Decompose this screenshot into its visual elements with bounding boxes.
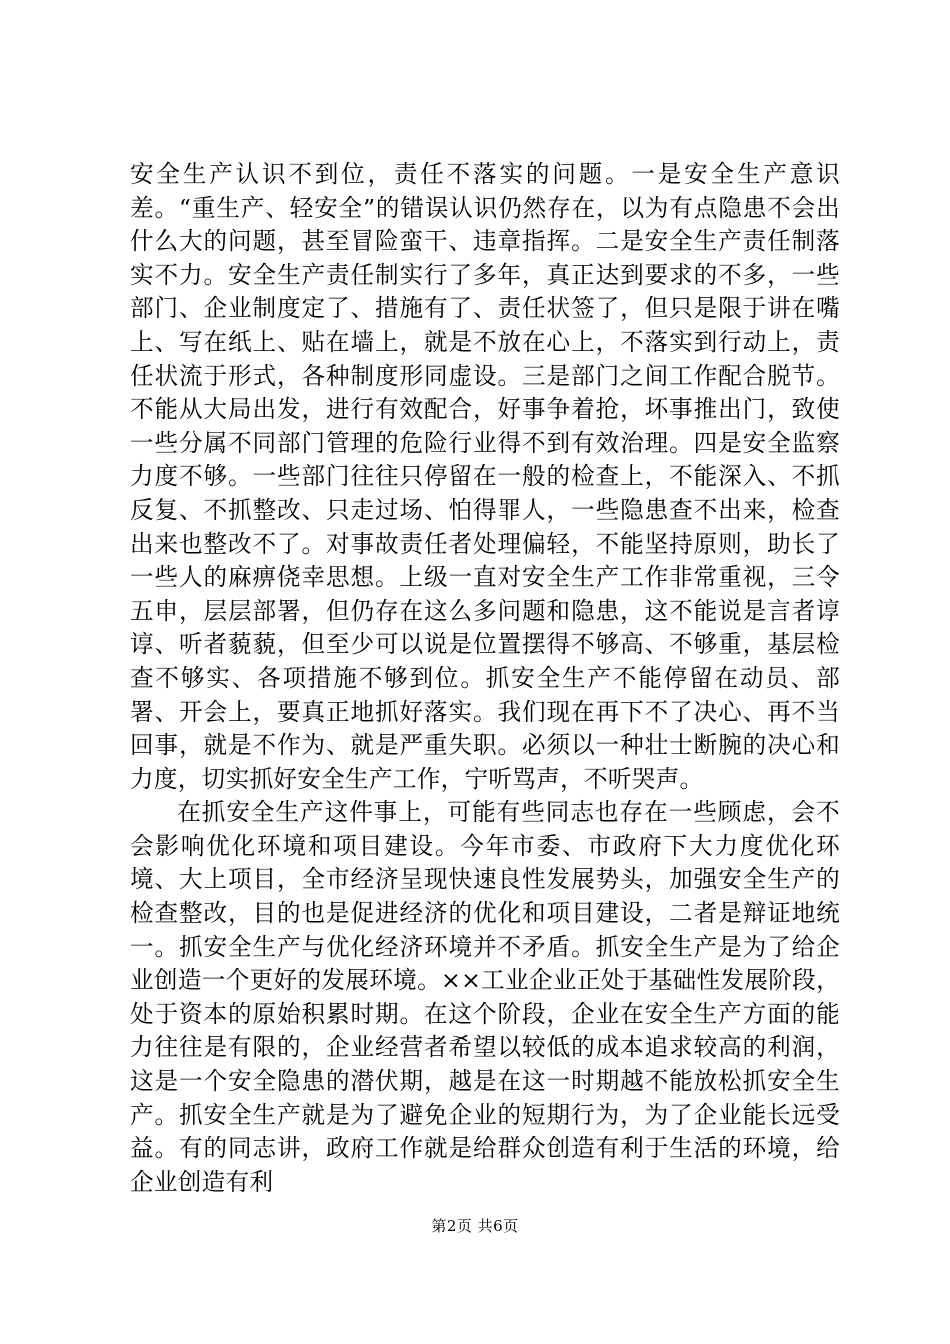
page-footer: 第2页 共6页 (431, 1217, 519, 1235)
document-body (130, 158, 840, 1199)
paragraph-2: 在抓安全生产这件事上，可能有些同志也存在一些顾虑，会不会影响优化环境和项目建设。今年市委、市政府下大力度优化环境、大上项目，全市经济呈现快速良性发展势头，加强安全生产的检查整改，目的也是促进经济的优化和项目建设，二者是辩证地统一。抓安全生产与优化经济环境并不矛盾。抓安全生产是为了给企业创造一个更好的发展环境。××工业企业正处于基础性发展阶段，处于资本的原始积累时期。在这个阶段，企业在安全生产方面的能力往往是有限的，企业经营者希望以较低的成本追求较高的利润，这是一个安全隐患的潜伏期，越是在这一时期越不能放松抓安全生产。抓安全生产就是为了避免企业的短期行为，为了企业能长远受益。有的同志讲，政府工作就是给群众创造有利于生活的环境，给企业创造有利 (130, 798, 840, 1196)
paragraph-1: 安全生产认识不到位，责任不落实的问题。一是安全生产意识差。“重生产、轻安全”的错误认识仍然存在，以为有点隐患不会出什么大的问题，甚至冒险蛮干、违章指挥。二是安全生产责任制落实不力。安全生产责任制实行了多年，真正达到要求的不多，一些部门、企业制度定了、措施有了、责任状签了，但只是限于讲在嘴上、写在纸上、贴在墙上，就是不放在心上，不落实到行动上，责任状流于形式，各种制度形同虚设。三是部门之间工作配合脱节。不能从大局出发，进行有效配合，好事争着抢，坏事推出门，致使一些分属不同部门管理的危险行业得不到有效治理。四是安全监察力度不够。一些部门往往只停留在一般的检查上，不能深入、不抓反复、不抓整改、只走过场、怕得罪人，一些隐患查不出来，检查出来也整改不了。对事故责任者处理偏轻，不能坚持原则，助长了一些人的麻痹侥幸思想。上级一直对安全生产工作非常重视，三令五申，层层部署，但仍存在这么多问题和隐患，这不能说是言者谆谆、听者藐藐，但至少可以说是位置摆得不够高、不够重，基层检查不够实、各项措施不够到位。抓安全生产不能停留在动员、部署、开会上，要真正地抓好落实。我们现在再下不了决心、再不当回事，就是不作为、就是严重失职。必须以一种壮士断腕的决心和力度，切实抓好安全生产工作，宁听骂声，不听哭声。 (130, 160, 840, 793)
